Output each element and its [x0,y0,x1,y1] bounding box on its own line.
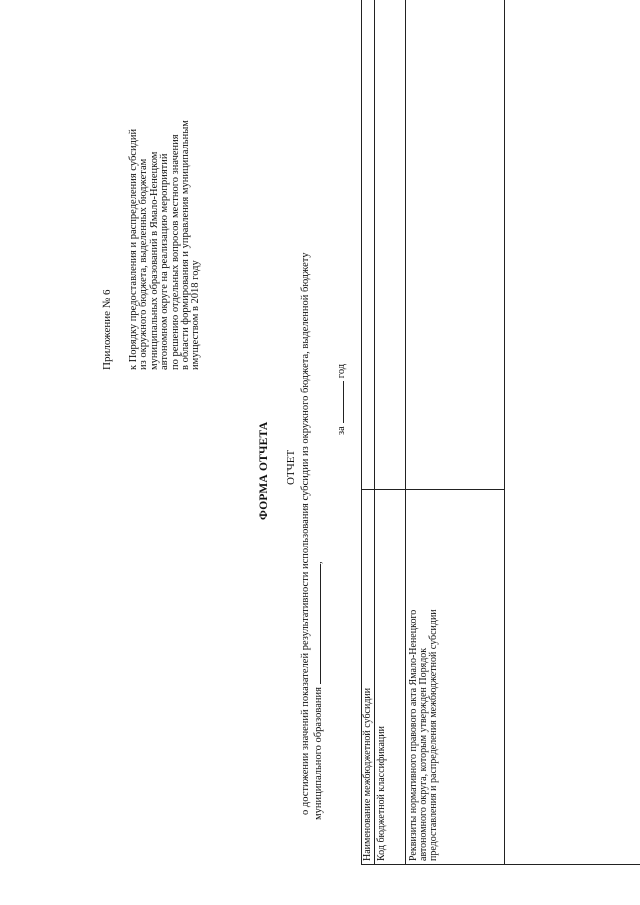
table-row [362,0,375,864]
municipality-comma: , [313,561,324,565]
row-label-line: Наименование межбюджетной субсидии [362,687,373,861]
column-divider [362,489,504,490]
row-label-line: автономного округа, которым утвержден Порядок [418,647,430,861]
row-label [363,688,373,861]
report-title: ОТЧЕТ [285,449,297,485]
municipality-blank-field[interactable] [311,564,321,684]
period-for-label: за [336,426,347,435]
row-label-line: Код бюджетной классификации [376,726,387,861]
table-row [406,0,505,864]
appendix-line: по решению отдельных вопросов местного значения [169,134,181,370]
period-line [334,364,347,435]
year-blank-field[interactable] [334,381,344,423]
appendix-description [129,120,202,370]
appendix-line: в области формирования и управления муниципальным [180,120,192,370]
appendix-line: муниципальных образований в Ямало-Ненецком [148,151,160,370]
appendix-line: автономном округе на реализацию мероприятий [159,153,171,370]
appendix-title: Приложение № 6 [101,289,113,370]
report-subtitle: о достижении значений показателей результативности использования субсидии из окружного бюджета, выделенной бюджету [300,252,311,815]
municipality-line [311,561,324,820]
municipality-label: муниципального образования [313,687,324,820]
table-row [375,0,406,864]
appendix-line: имуществом в 2018 году [190,260,202,370]
appendix-line: из окружного бюджета, выделенных бюджетам [138,158,150,370]
year-label: год [336,363,347,379]
row-label [409,609,440,861]
report-table [361,0,640,865]
row-label-line: Реквизиты нормативного правового акта Ямало-Ненецкого [408,609,419,861]
appendix-line: к Порядку предоставления и распределения субсидий [128,128,139,370]
row-label-line: предоставления и распределения межбюджетной субсидии [428,609,440,861]
form-title: ФОРМА ОТЧЕТА [258,421,270,520]
row-label [377,726,387,861]
